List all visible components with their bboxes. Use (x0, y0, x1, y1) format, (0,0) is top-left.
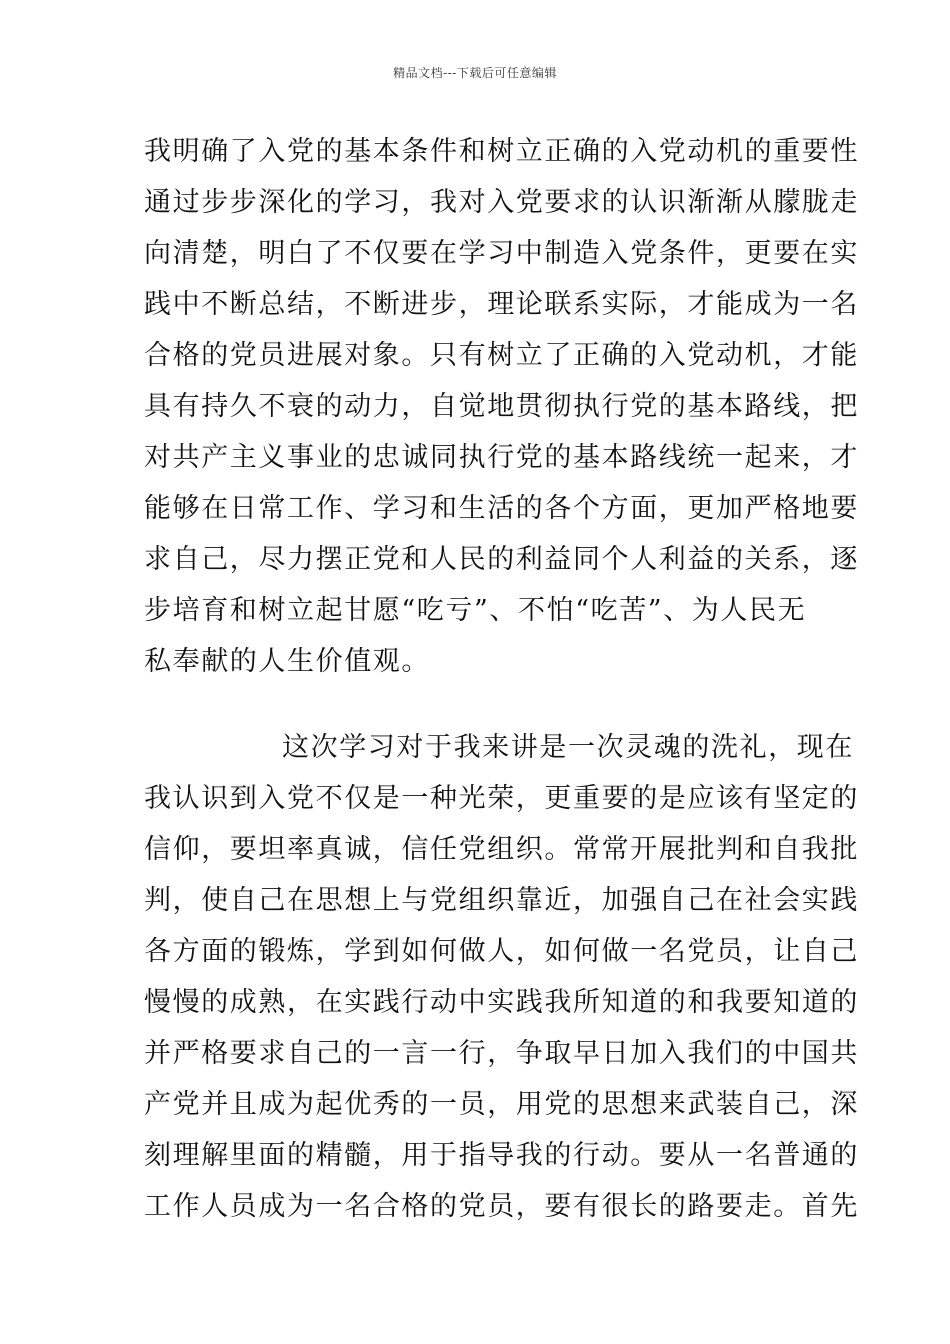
paragraph-line-indented: 这次学习对于我来讲是一次灵魂的洗礼，现在 (282, 732, 854, 763)
paragraph-line: 工作人员成为一名合格的党员，要有很长的路要走。首先 (144, 1191, 859, 1222)
paragraph-line: 各方面的锻炼，学到如何做人，如何做一名党员，让自己 (144, 936, 859, 967)
paragraph-line: 向清楚，明白了不仅要在学习中制造入党条件，更要在实 (144, 238, 859, 269)
paragraph-line: 对共产主义事业的忠诚同执行党的基本路线统一起来，才 (144, 442, 859, 473)
paragraph-line: 并严格要求自己的一言一行，争取早日加入我们的中国共 (144, 1038, 859, 1069)
paragraph-line: 判，使自己在思想上与党组织靠近，加强自己在社会实践 (144, 885, 859, 916)
paragraph-line: 合格的党员进展对象。只有树立了正确的入党动机，才能 (144, 340, 859, 371)
paragraph-line: 我明确了入党的基本条件和树立正确的入党动机的重要性 (144, 136, 859, 167)
paragraph-line: 信仰，要坦率真诚，信任党组织。常常开展批判和自我批 (144, 834, 859, 865)
paragraph-line: 慢慢的成熟，在实践行动中实践我所知道的和我要知道的 (144, 987, 859, 1018)
paragraph-line: 产党并且成为起优秀的一员，用党的思想来武装自己，深 (144, 1089, 859, 1120)
paragraph-line: 具有持久不衰的动力，自觉地贯彻执行党的基本路线，把 (144, 391, 859, 422)
paragraph-line: 私奉献的人生价值观。 (144, 646, 430, 677)
paragraph-line: 刻理解里面的精髓，用于指导我的行动。要从一名普通的 (144, 1140, 859, 1171)
paragraph-2 (144, 722, 859, 1232)
paragraph-line: 通过步步深化的学习，我对入党要求的认识渐渐从朦胧走 (144, 187, 859, 218)
paragraph-1 (144, 126, 859, 687)
paragraph-line: 步培育和树立起甘愿“吃亏”、不怕“吃苦”、为人民无 (144, 595, 807, 626)
paragraph-line: 践中不断总结，不断进步，理论联系实际，才能成为一名 (144, 289, 859, 320)
page-header: 精品文档---下载后可任意编辑 (393, 66, 557, 80)
paragraph-line: 能够在日常工作、学习和生活的各个方面，更加严格地要 (144, 493, 859, 524)
paragraph-line: 求自己，尽力摆正党和人民的利益同个人利益的关系，逐 (144, 544, 859, 575)
paragraph-line: 我认识到入党不仅是一种光荣，更重要的是应该有坚定的 (144, 783, 859, 814)
